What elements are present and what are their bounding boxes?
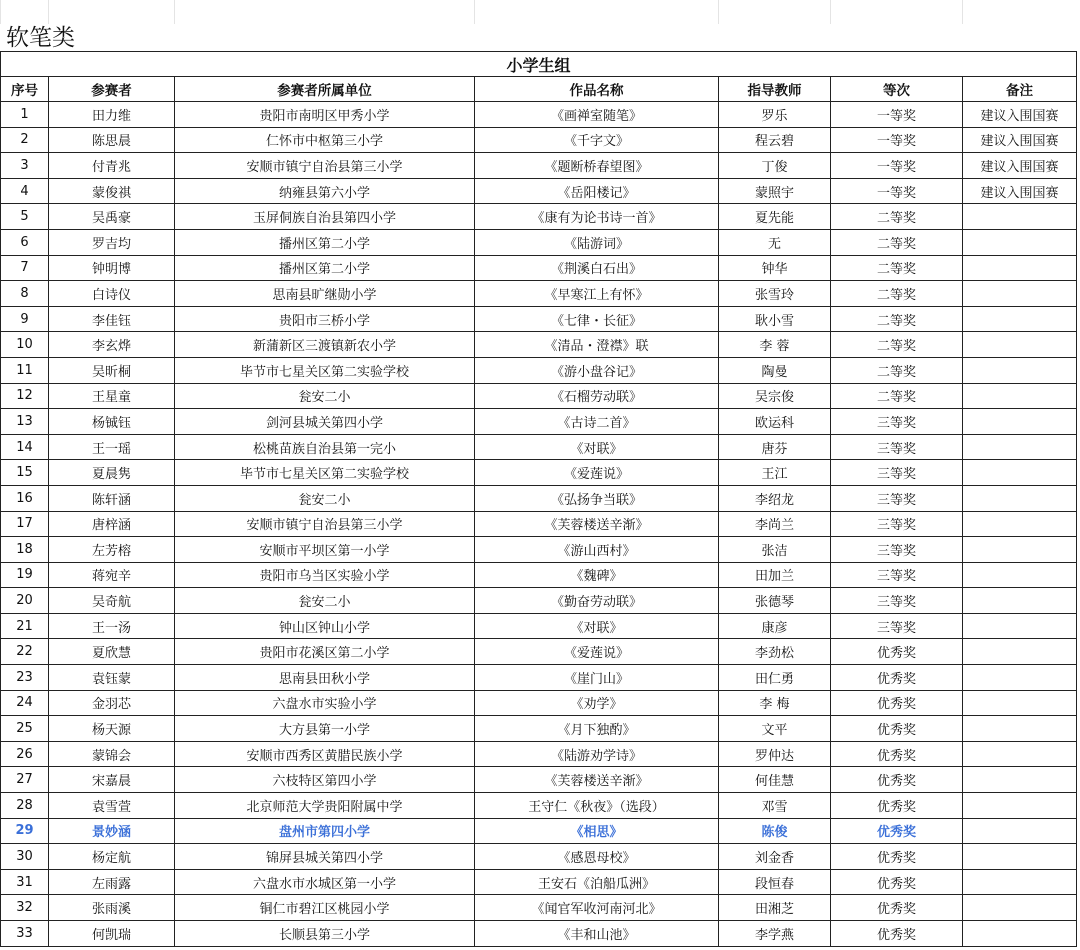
table-row [1,485,1077,511]
cell-seq: 9 [1,306,49,332]
cell-participant: 杨铖钰 [49,409,175,435]
cell-note [963,665,1077,691]
cell-note [963,332,1077,358]
cell-seq: 11 [1,357,49,383]
cell-award: 二等奖 [831,306,963,332]
cell-award: 三等奖 [831,409,963,435]
header-participant: 参赛者 [49,77,175,102]
table-row [1,818,1077,844]
cell-work: 《丰和山池》 [475,921,719,947]
cell-work: 《劝学》 [475,690,719,716]
cell-school: 播州区第二小学 [175,229,475,255]
cell-teacher: 李 蓉 [719,332,831,358]
cell-award: 优秀奖 [831,921,963,947]
cell-participant: 景妙涵 [49,818,175,844]
cell-work: 《闻官军收河南河北》 [475,895,719,921]
table-row [1,869,1077,895]
cell-seq: 31 [1,869,49,895]
table-row [1,537,1077,563]
cell-participant: 夏晨隽 [49,460,175,486]
cell-seq: 24 [1,690,49,716]
cell-award: 二等奖 [831,357,963,383]
cell-work: 《勤奋劳动联》 [475,588,719,614]
cell-school: 贵阳市南明区甲秀小学 [175,102,475,128]
table-body [1,102,1077,947]
cell-work: 《画禅室随笔》 [475,102,719,128]
cell-note [963,869,1077,895]
cell-work: 王守仁《秋夜》（选段） [475,793,719,819]
cell-participant: 吴奇航 [49,588,175,614]
cell-note: 建议入围国赛 [963,178,1077,204]
cell-school: 思南县田秋小学 [175,665,475,691]
table-row [1,409,1077,435]
cell-seq: 20 [1,588,49,614]
cell-participant: 罗吉均 [49,229,175,255]
cell-work: 《石榴劳动联》 [475,383,719,409]
cell-school: 贵阳市花溪区第二小学 [175,639,475,665]
cell-participant: 金羽芯 [49,690,175,716]
cell-work: 《陆游劝学诗》 [475,741,719,767]
table-row [1,895,1077,921]
cell-award: 一等奖 [831,153,963,179]
cell-note [963,793,1077,819]
cell-seq: 21 [1,613,49,639]
cell-participant: 李佳钰 [49,306,175,332]
cell-school: 六盘水市水城区第一小学 [175,869,475,895]
table-row [1,102,1077,128]
cell-work: 王安石《泊船瓜洲》 [475,869,719,895]
cell-participant: 宋嘉晨 [49,767,175,793]
cell-seq: 26 [1,741,49,767]
cell-teacher: 陶曼 [719,357,831,383]
cell-participant: 杨定航 [49,844,175,870]
cell-note [963,357,1077,383]
table-row [1,434,1077,460]
cell-school: 瓮安二小 [175,485,475,511]
cell-note [963,409,1077,435]
cell-work: 《游山西村》 [475,537,719,563]
cell-participant: 吴昕桐 [49,357,175,383]
cell-teacher: 刘金香 [719,844,831,870]
table-row [1,204,1077,230]
cell-seq: 22 [1,639,49,665]
cell-award: 优秀奖 [831,716,963,742]
cell-award: 三等奖 [831,511,963,537]
cell-teacher: 康彦 [719,613,831,639]
cell-school: 贵阳市乌当区实验小学 [175,562,475,588]
cell-participant: 唐梓涵 [49,511,175,537]
table-row [1,511,1077,537]
cell-teacher: 李绍龙 [719,485,831,511]
table-row [1,844,1077,870]
cell-participant: 陈思晨 [49,127,175,153]
cell-teacher: 陈俊 [719,818,831,844]
cell-school: 瓮安二小 [175,588,475,614]
cell-work: 《康有为论书诗一首》 [475,204,719,230]
cell-teacher: 无 [719,229,831,255]
cell-seq: 16 [1,485,49,511]
cell-participant: 左芳榕 [49,537,175,563]
cell-teacher: 张德琴 [719,588,831,614]
cell-note: 建议入围国赛 [963,102,1077,128]
cell-teacher: 夏先能 [719,204,831,230]
cell-award: 二等奖 [831,281,963,307]
results-table [0,51,1077,947]
cell-work: 《崖门山》 [475,665,719,691]
header-award: 等次 [831,77,963,102]
cell-school: 钟山区钟山小学 [175,613,475,639]
cell-seq: 1 [1,102,49,128]
cell-school: 贵阳市三桥小学 [175,306,475,332]
cell-participant: 袁雪萱 [49,793,175,819]
cell-teacher: 钟华 [719,255,831,281]
cell-teacher: 王江 [719,460,831,486]
cell-school: 松桃苗族自治县第一完小 [175,434,475,460]
cell-award: 一等奖 [831,127,963,153]
cell-school: 六盘水市实验小学 [175,690,475,716]
cell-work: 《岳阳楼记》 [475,178,719,204]
table-row [1,639,1077,665]
cell-award: 优秀奖 [831,639,963,665]
empty-header-row [0,0,1080,24]
cell-school: 北京师范大学贵阳附属中学 [175,793,475,819]
table-row [1,921,1077,947]
cell-participant: 吴禹豪 [49,204,175,230]
cell-teacher: 李 梅 [719,690,831,716]
cell-work: 《题断桥春望图》 [475,153,719,179]
sheet-title: 软笔类 [6,25,75,51]
header-row [1,77,1077,102]
cell-note [963,229,1077,255]
cell-seq: 10 [1,332,49,358]
cell-school: 锦屏县城关第四小学 [175,844,475,870]
cell-teacher: 邓雪 [719,793,831,819]
cell-seq: 29 [1,818,49,844]
cell-note [963,204,1077,230]
cell-note [963,690,1077,716]
cell-award: 优秀奖 [831,741,963,767]
cell-participant: 蒋宛辛 [49,562,175,588]
cell-teacher: 田仁勇 [719,665,831,691]
cell-work: 《千字文》 [475,127,719,153]
cell-teacher: 何佳慧 [719,767,831,793]
cell-seq: 33 [1,921,49,947]
cell-note [963,921,1077,947]
table-row [1,690,1077,716]
cell-seq: 23 [1,665,49,691]
cell-school: 铜仁市碧江区桃园小学 [175,895,475,921]
cell-seq: 17 [1,511,49,537]
cell-school: 思南县旷继勋小学 [175,281,475,307]
cell-school: 六枝特区第四小学 [175,767,475,793]
cell-school: 安顺市西秀区黄腊民族小学 [175,741,475,767]
cell-award: 三等奖 [831,434,963,460]
cell-award: 优秀奖 [831,793,963,819]
cell-school: 毕节市七星关区第二实验学校 [175,357,475,383]
cell-school: 大方县第一小学 [175,716,475,742]
cell-seq: 13 [1,409,49,435]
cell-participant: 王一汤 [49,613,175,639]
cell-note [963,716,1077,742]
cell-award: 二等奖 [831,255,963,281]
cell-note [963,741,1077,767]
cell-seq: 7 [1,255,49,281]
cell-work: 《爱莲说》 [475,460,719,486]
cell-school: 纳雍县第六小学 [175,178,475,204]
cell-participant: 李玄烨 [49,332,175,358]
cell-participant: 钟明博 [49,255,175,281]
cell-award: 优秀奖 [831,818,963,844]
cell-award: 优秀奖 [831,690,963,716]
table-row [1,383,1077,409]
cell-seq: 8 [1,281,49,307]
cell-note [963,562,1077,588]
cell-note [963,639,1077,665]
cell-participant: 田力维 [49,102,175,128]
cell-award: 优秀奖 [831,665,963,691]
table-row [1,281,1077,307]
cell-note [963,306,1077,332]
table-row [1,716,1077,742]
cell-school: 安顺市平坝区第一小学 [175,537,475,563]
cell-award: 优秀奖 [831,869,963,895]
cell-note [963,588,1077,614]
cell-participant: 蒙锦会 [49,741,175,767]
cell-participant: 蒙俊祺 [49,178,175,204]
cell-award: 三等奖 [831,460,963,486]
cell-work: 《古诗二首》 [475,409,719,435]
cell-seq: 2 [1,127,49,153]
cell-seq: 25 [1,716,49,742]
cell-participant: 陈轩涵 [49,485,175,511]
header-school: 参赛者所属单位 [175,77,475,102]
cell-seq: 12 [1,383,49,409]
cell-work: 《早寒江上有怀》 [475,281,719,307]
table-row [1,229,1077,255]
cell-note [963,281,1077,307]
cell-work: 《相思》 [475,818,719,844]
cell-teacher: 段恒春 [719,869,831,895]
cell-award: 优秀奖 [831,895,963,921]
cell-school: 播州区第二小学 [175,255,475,281]
cell-seq: 15 [1,460,49,486]
cell-work: 《对联》 [475,613,719,639]
cell-work: 《对联》 [475,434,719,460]
cell-teacher: 张雪玲 [719,281,831,307]
cell-award: 优秀奖 [831,844,963,870]
cell-participant: 左雨露 [49,869,175,895]
cell-award: 二等奖 [831,229,963,255]
table-row [1,306,1077,332]
table-row [1,127,1077,153]
cell-school: 新蒲新区三渡镇新农小学 [175,332,475,358]
cell-note: 建议入围国赛 [963,127,1077,153]
cell-work: 《魏碑》 [475,562,719,588]
cell-teacher: 丁俊 [719,153,831,179]
cell-work: 《爱莲说》 [475,639,719,665]
cell-school: 仁怀市中枢第三小学 [175,127,475,153]
cell-award: 二等奖 [831,332,963,358]
cell-seq: 6 [1,229,49,255]
cell-work: 《清品・澄襟》联 [475,332,719,358]
cell-teacher: 田湘芝 [719,895,831,921]
cell-seq: 32 [1,895,49,921]
cell-school: 瓮安二小 [175,383,475,409]
cell-work: 《芙蓉楼送辛渐》 [475,511,719,537]
header-work: 作品名称 [475,77,719,102]
cell-work: 《月下独酌》 [475,716,719,742]
table-row [1,332,1077,358]
cell-note [963,485,1077,511]
table-row [1,613,1077,639]
cell-note [963,844,1077,870]
group-title: 小学生组 [1,52,1077,77]
header-seq: 序号 [1,77,49,102]
cell-seq: 30 [1,844,49,870]
cell-award: 三等奖 [831,588,963,614]
cell-seq: 4 [1,178,49,204]
table-row [1,588,1077,614]
cell-teacher: 文平 [719,716,831,742]
cell-teacher: 李学燕 [719,921,831,947]
cell-teacher: 耿小雪 [719,306,831,332]
cell-teacher: 田加兰 [719,562,831,588]
cell-teacher: 李劲松 [719,639,831,665]
table-row [1,178,1077,204]
cell-school: 长顺县第三小学 [175,921,475,947]
cell-note: 建议入围国赛 [963,153,1077,179]
cell-seq: 19 [1,562,49,588]
cell-work: 《弘扬争当联》 [475,485,719,511]
cell-teacher: 蒙照宇 [719,178,831,204]
cell-note [963,537,1077,563]
cell-note [963,895,1077,921]
cell-teacher: 罗仲达 [719,741,831,767]
cell-award: 三等奖 [831,485,963,511]
cell-note [963,613,1077,639]
table-row [1,793,1077,819]
cell-work: 《感恩母校》 [475,844,719,870]
table-row [1,741,1077,767]
cell-teacher: 张洁 [719,537,831,563]
cell-award: 一等奖 [831,178,963,204]
cell-seq: 18 [1,537,49,563]
cell-work: 《七律・长征》 [475,306,719,332]
header-note: 备注 [963,77,1077,102]
table-row [1,665,1077,691]
cell-award: 优秀奖 [831,767,963,793]
cell-note [963,434,1077,460]
cell-award: 三等奖 [831,562,963,588]
cell-school: 安顺市镇宁自治县第三小学 [175,153,475,179]
cell-participant: 夏欣慧 [49,639,175,665]
cell-school: 安顺市镇宁自治县第三小学 [175,511,475,537]
cell-seq: 3 [1,153,49,179]
cell-note [963,255,1077,281]
cell-award: 一等奖 [831,102,963,128]
table-row [1,460,1077,486]
cell-participant: 张雨溪 [49,895,175,921]
cell-seq: 5 [1,204,49,230]
cell-seq: 28 [1,793,49,819]
cell-participant: 何凯瑞 [49,921,175,947]
cell-note [963,767,1077,793]
cell-teacher: 罗乐 [719,102,831,128]
cell-work: 《游小盘谷记》 [475,357,719,383]
cell-work: 《芙蓉楼送辛渐》 [475,767,719,793]
cell-participant: 王星童 [49,383,175,409]
table-row [1,255,1077,281]
cell-participant: 白诗仪 [49,281,175,307]
cell-participant: 王一瑶 [49,434,175,460]
cell-teacher: 程云碧 [719,127,831,153]
header-teacher: 指导教师 [719,77,831,102]
cell-award: 二等奖 [831,383,963,409]
cell-note [963,460,1077,486]
cell-work: 《荆溪白石出》 [475,255,719,281]
cell-teacher: 吴宗俊 [719,383,831,409]
table-row [1,562,1077,588]
cell-school: 盘州市第四小学 [175,818,475,844]
cell-school: 剑河县城关第四小学 [175,409,475,435]
cell-participant: 袁钰蒙 [49,665,175,691]
cell-note [963,818,1077,844]
cell-award: 三等奖 [831,537,963,563]
cell-participant: 杨天源 [49,716,175,742]
cell-seq: 14 [1,434,49,460]
cell-note [963,383,1077,409]
cell-note [963,511,1077,537]
cell-participant: 付青兆 [49,153,175,179]
table-row [1,357,1077,383]
table-row [1,767,1077,793]
cell-award: 三等奖 [831,613,963,639]
cell-teacher: 欧运科 [719,409,831,435]
cell-seq: 27 [1,767,49,793]
cell-teacher: 李尚兰 [719,511,831,537]
cell-award: 二等奖 [831,204,963,230]
table-row [1,153,1077,179]
cell-teacher: 唐芬 [719,434,831,460]
cell-school: 毕节市七星关区第二实验学校 [175,460,475,486]
cell-school: 玉屏侗族自治县第四小学 [175,204,475,230]
cell-work: 《陆游词》 [475,229,719,255]
